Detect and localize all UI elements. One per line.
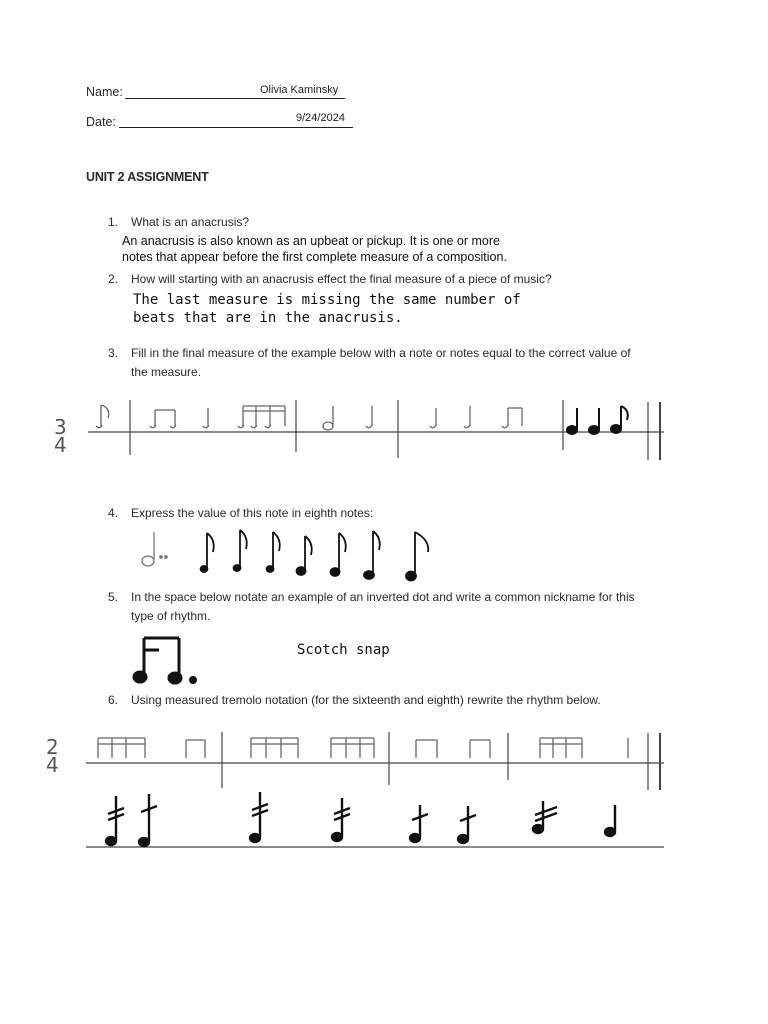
page-title: UNIT 2 ASSIGNMENT: [86, 170, 209, 184]
date-label: Date:: [86, 115, 116, 129]
q1-answer-line-2[interactable]: notes that appear before the first complete measure of a composition.: [122, 250, 507, 264]
q1-text: What is an anacrusis?: [131, 215, 250, 229]
q6-tremolo-notes: [106, 792, 615, 846]
q6-time-sig-bottom: 4: [46, 753, 59, 777]
date-value[interactable]: 9/24/2024: [296, 112, 345, 124]
q5-number: 5.: [108, 590, 119, 604]
q5-text-line-1: In the space below notate an example of an inverted dot and write a common nickname for this: [131, 590, 635, 604]
q3-time-sig-top: 3: [54, 415, 67, 439]
q6-number: 6.: [108, 693, 119, 707]
q5-text-line-2: type of rhythm.: [131, 609, 211, 623]
q6-text: Using measured tremolo notation (for the sixteenth and eighth) rewrite the rhythm below.: [131, 693, 601, 707]
q2-number: 2.: [108, 272, 119, 286]
q3-number: 3.: [108, 346, 119, 360]
q1-number: 1.: [108, 215, 119, 229]
q2-text: How will starting with an anacrusis effect the final measure of a piece of music?: [131, 272, 552, 286]
q5-answer[interactable]: Scotch snap: [297, 642, 390, 658]
q2-answer-line-1[interactable]: The last measure is missing the same number of: [133, 292, 521, 308]
q1-answer-line-1[interactable]: An anacrusis is also known as an upbeat or pickup. It is one or more: [122, 234, 500, 248]
q3-text-line-2: the measure.: [131, 365, 202, 379]
q4-number: 4.: [108, 506, 119, 520]
q2-answer-line-2[interactable]: beats that are in the anacrusis.: [133, 310, 403, 326]
q3-text-line-1: Fill in the final measure of the example below with a note or notes equal to the correct value of: [131, 346, 631, 360]
q4-text: Express the value of this note in eighth notes:: [131, 506, 374, 520]
q3-time-sig-bottom: 4: [54, 433, 67, 457]
name-value[interactable]: Olivia Kaminsky: [260, 84, 339, 96]
q6-time-sig-top: 2: [46, 735, 59, 759]
name-label: Name:: [86, 85, 123, 99]
